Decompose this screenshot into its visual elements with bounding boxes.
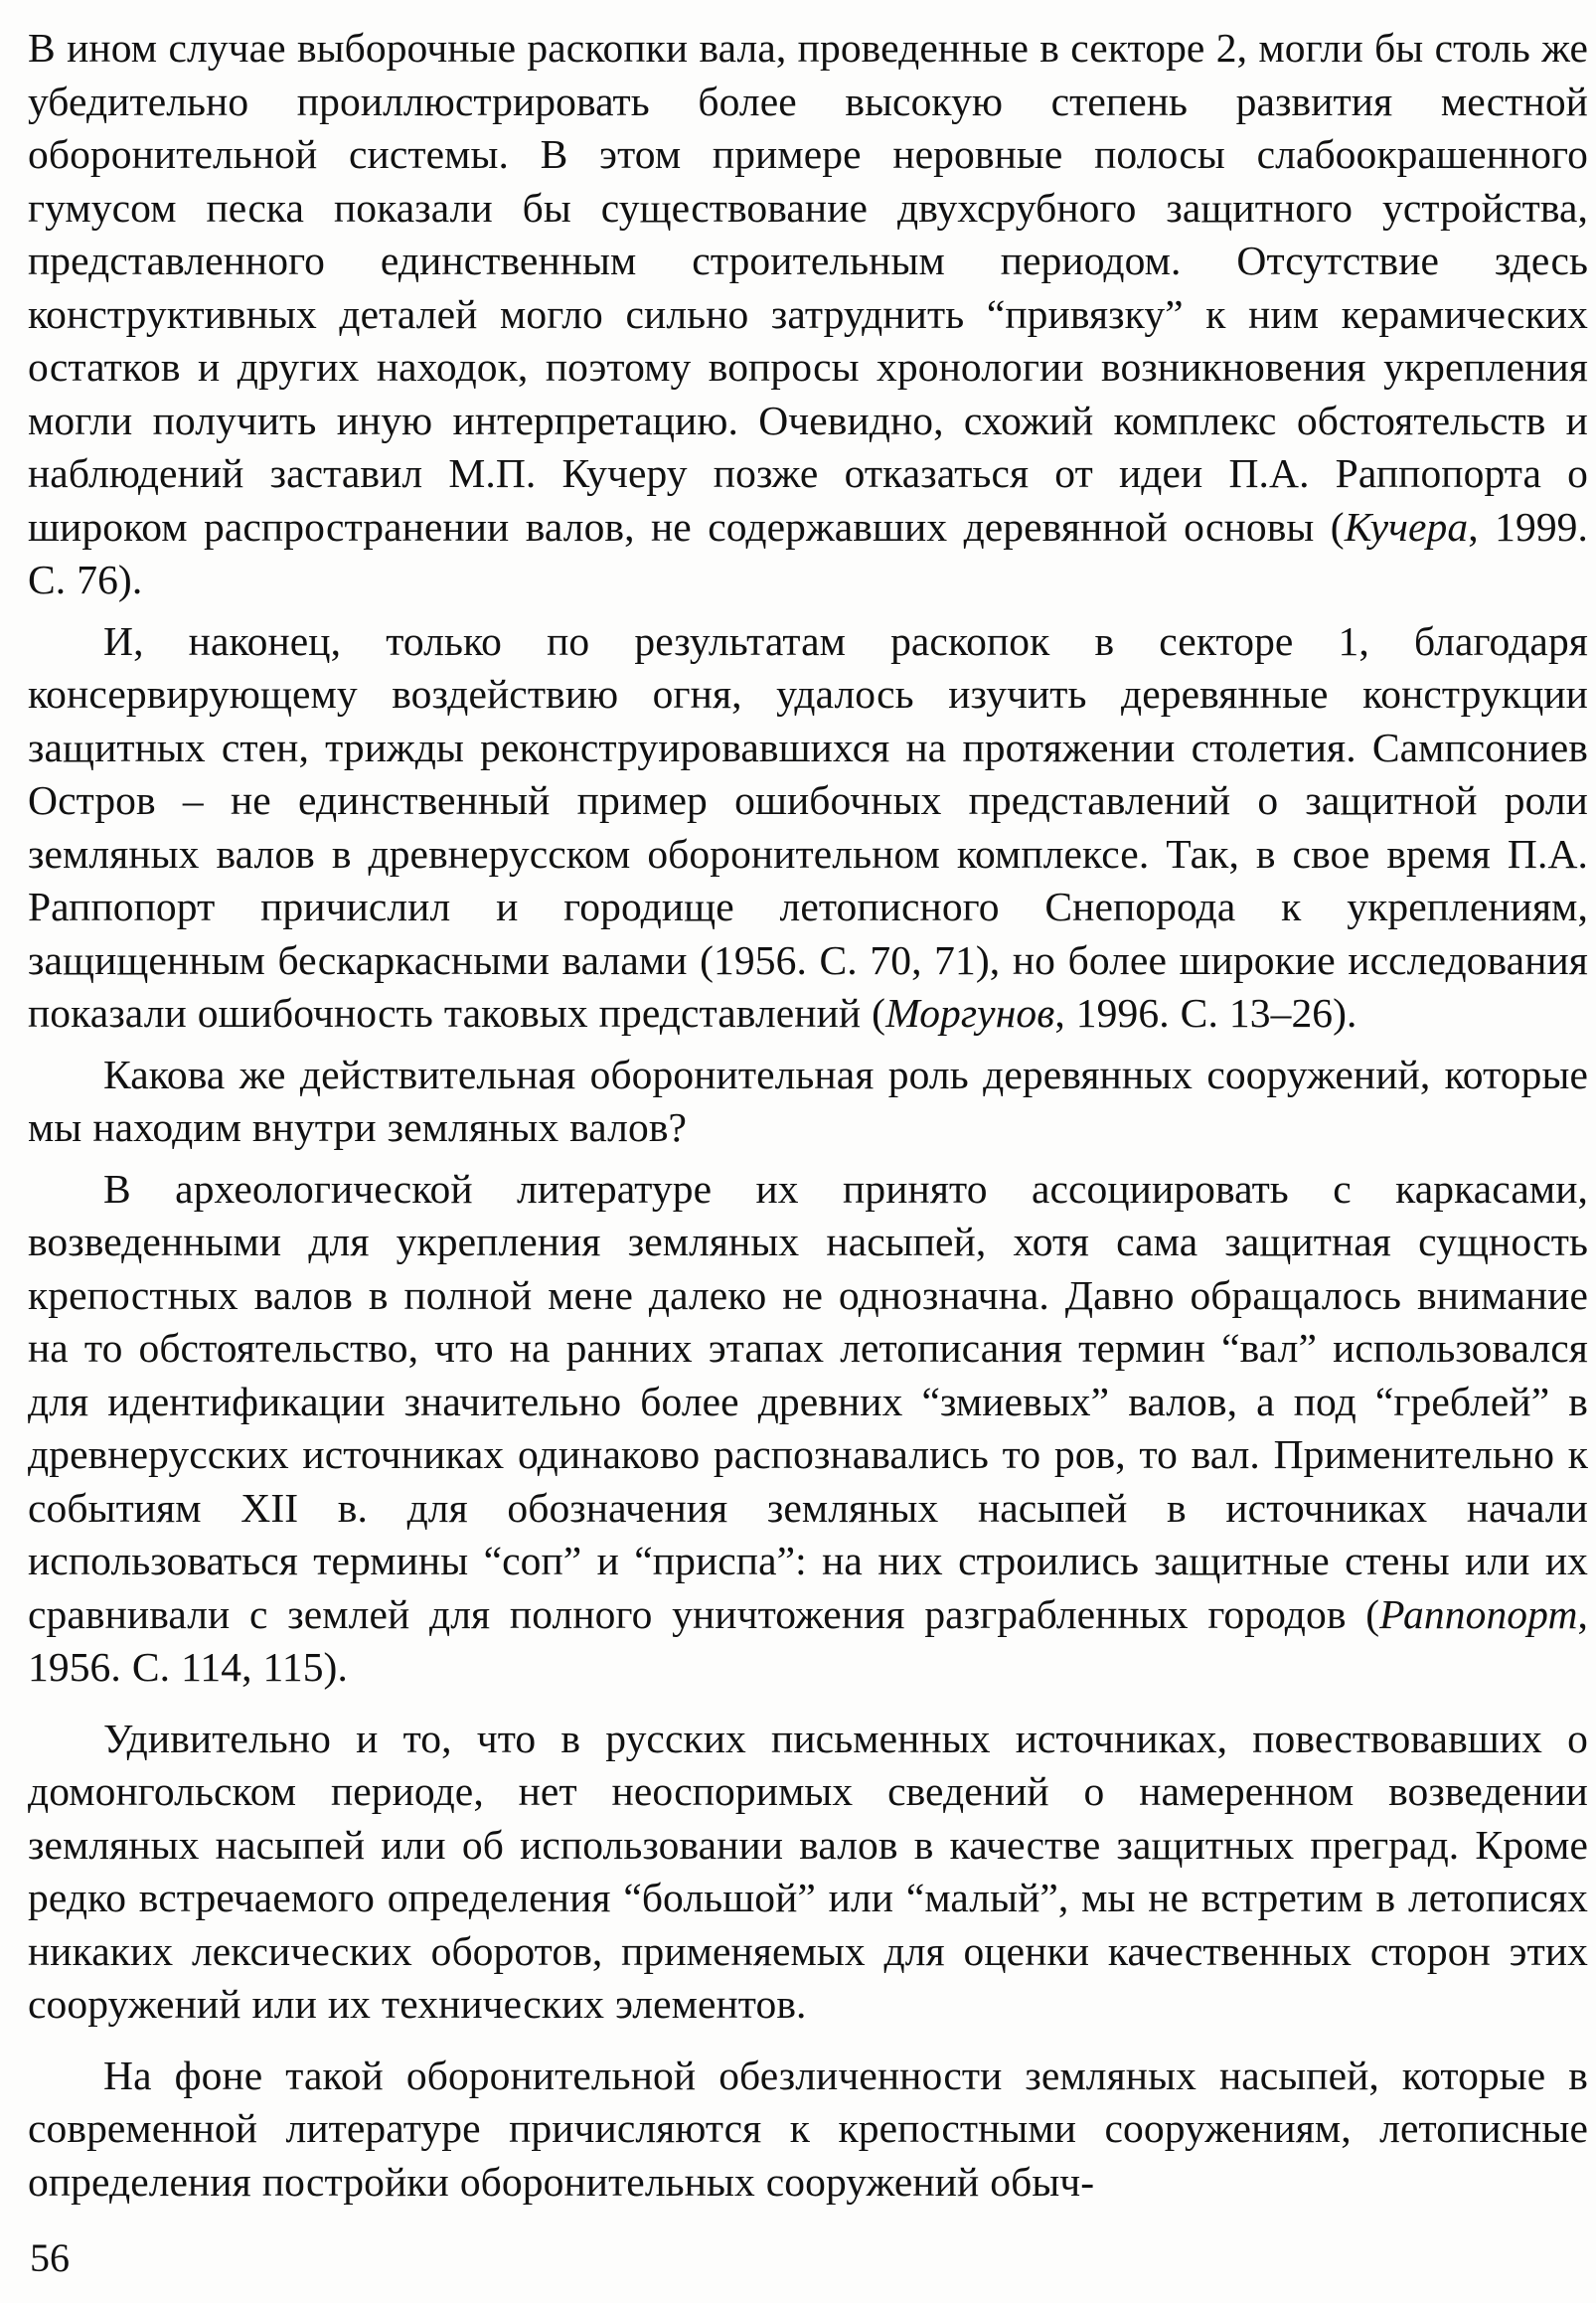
paragraph-6 xyxy=(28,2050,1588,2210)
paragraph-5 xyxy=(28,1713,1588,2032)
paragraph-2 xyxy=(28,615,1588,1041)
citation-author: Раппопорт xyxy=(1379,1590,1578,1637)
page-number: 56 xyxy=(30,2235,70,2280)
citation-author: Кучера xyxy=(1344,503,1469,550)
paragraph-4 xyxy=(28,1163,1588,1695)
text-segment: И, наконец, только по результатам раскопок в секторе 1, благодаря консервирующему воздействию огня, удалось изучить деревянные конструкции защитных стен, трижды реконструировавшихся на протяжении столетия. Сампсониев Остров – не единственный пример ошибочных представлений о защитной роли земляных валов в древнерусском оборонительном комплексе. Так, в свое время П.А. Раппопорт причислил и городище летописного Снепорода к укреплениям, защищенным бескаркасными валами (1956. С. 70, 71), но более широкие исследования показали ошибочность таковых представлений ( xyxy=(28,617,1588,1036)
text-segment: В археологической литературе их принято ассоциировать с каркасами, возведенными для укрепления земляных насыпей, хотя сама защитная сущность крепостных валов в полной мене далеко не однозначна. Давно обращалось внимание на то обстоятельство, что на ранних этапах летописания термин “вал” использовался для идентификации значительно более древних “змиевых” валов, а под “греблей” в древнерусских источниках одинаково распознавались то ров, то вал. Применительно к событиям XII в. для обозначения земляных насыпей в источниках начали использоваться термины “соп” и “приспа”: на них строились защитные стены или их сравнивали с землей для полного уничтожения разграбленных городов ( xyxy=(28,1165,1588,1637)
body-text xyxy=(28,22,1588,2209)
text-segment: , 1956. С. 114, 115). xyxy=(28,1590,1588,1690)
text-segment: На фоне такой оборонительной обезличенности земляных насыпей, которые в современной литературе причисляются к крепостными сооружениям, летописные определения постройки оборонительных сооружений обыч- xyxy=(28,2052,1588,2205)
text-segment: , 1996. С. 13–26). xyxy=(1054,990,1357,1036)
paragraph-1 xyxy=(28,22,1588,607)
paragraph-3 xyxy=(28,1049,1588,1155)
text-segment: Удивительно и то, что в русских письменных источниках, повествовавших о домонгольском периоде, нет неоспоримых сведений о намеренном возведении земляных насыпей или об использовании валов в качестве защитных преград. Кроме редко встречаемого определения “большой” или “малый”, мы не встретим в летописях никаких лексических оборотов, применяемых для оценки качественных сторон этих сооружений или их технических элементов. xyxy=(28,1715,1588,2027)
text-segment: , 1999. С. 76). xyxy=(28,503,1588,602)
text-segment: Какова же действительная оборонительная роль деревянных сооружений, которые мы находим внутри земляных валов? xyxy=(28,1051,1588,1150)
citation-author: Моргунов xyxy=(885,990,1055,1036)
text-segment: В ином случае выборочные раскопки вала, проведенные в секторе 2, могли бы столь же убедительно проиллюстрировать более высокую степень развития местной оборонительной системы. В этом примере неровные полосы слабоокрашенного гумусом песка показали бы существование двухсрубного защитного устройства, представленного единственным строительным периодом. Отсутствие здесь конструктивных деталей могло сильно затруднить “привязку” к ним керамических остатков и других находок, поэтому вопросы хронологии возникновения укрепления могли получить иную интерпретацию. Очевидно, схожий комплекс обстоятельств и наблюдений заставил М.П. Кучеру позже отказаться от идеи П.А. Раппопорта о широком распространении валов, не содержавших деревянной основы ( xyxy=(28,25,1588,550)
